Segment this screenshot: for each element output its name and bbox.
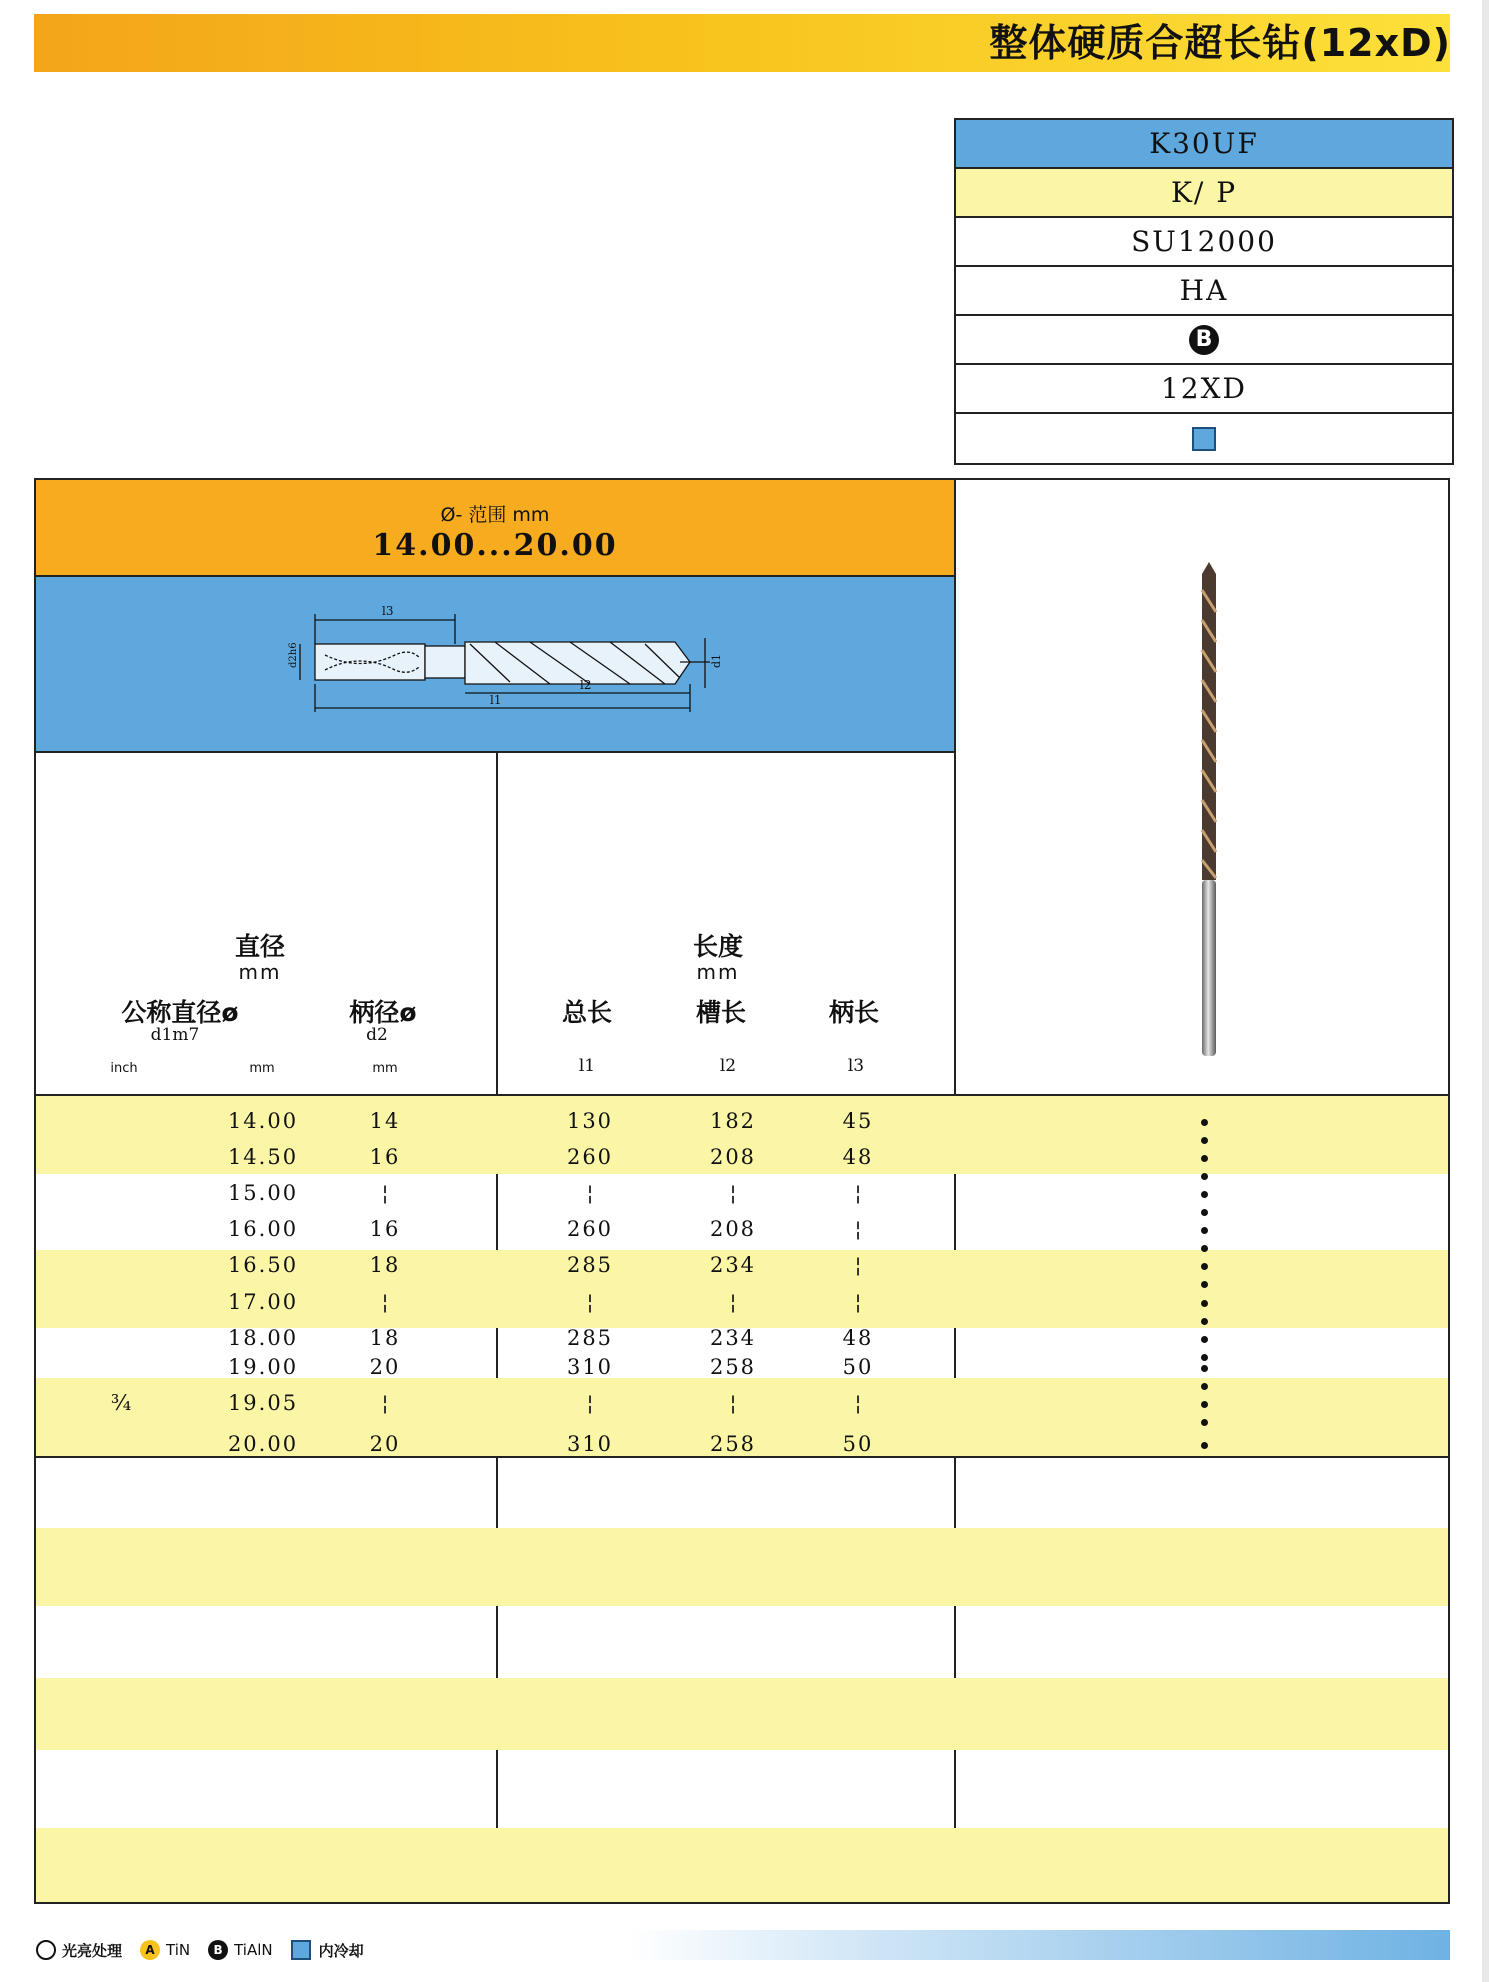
diagram-label-l3: l3 [382,604,394,618]
cell-flute-length: 258 [709,1432,757,1456]
page-title: 整体硬质合超长钻(12xD) [989,21,1451,65]
divider [36,1456,1448,1458]
legend-coolant: 内冷却 [318,1941,364,1960]
cell-nominal-diameter: 14.50 [227,1145,299,1169]
range-label: Ø- 范围 mm [440,504,550,526]
cell-flute-length: 234 [709,1326,757,1350]
unit-mm: mm [249,1061,275,1076]
cell-shank-diameter: 18 [369,1253,401,1277]
header-l3: l3 [847,1056,865,1076]
cell-total-length: 260 [566,1217,614,1241]
cell-total-length: 130 [566,1109,614,1133]
header-length: 长度 [692,932,743,961]
cell-total-length: ¦ [583,1181,597,1205]
header-shank-length: 柄长 [828,998,879,1027]
cell-flute-length: ¦ [726,1290,740,1314]
cell-shank-length: ¦ [851,1253,865,1277]
cell-flute-length: 182 [709,1109,757,1133]
cell-shank-length: 45 [842,1109,874,1133]
availability-dot [1201,1191,1208,1198]
spec-material: K/ P [956,169,1452,218]
cell-shank-length: ¦ [851,1181,865,1205]
diagram-label-l2: l2 [580,678,592,692]
drill-dimension-diagram [270,600,730,725]
cell-shank-diameter: 16 [369,1145,401,1169]
cell-nominal-diameter: 18.00 [227,1326,299,1350]
availability-dot [1201,1227,1208,1234]
unit-mm: mm [372,1061,398,1076]
cell-nominal-diameter: 17.00 [227,1290,299,1314]
cell-shank-diameter: 14 [369,1109,401,1133]
legend [36,1938,364,1962]
cell-nominal-diameter: 15.00 [227,1181,299,1205]
spec-coating [956,316,1452,365]
cell-total-length: 285 [566,1253,614,1277]
header-diameter-unit: mm [238,960,282,984]
availability-dot [1201,1365,1208,1372]
availability-dot [1201,1318,1208,1325]
cell-flute-length: 258 [709,1355,757,1379]
cell-inch: ¾ [110,1391,134,1415]
availability-dot [1201,1173,1208,1180]
row-stripe [36,1678,1448,1750]
cell-flute-length: ¦ [726,1181,740,1205]
cell-flute-length: ¦ [726,1391,740,1415]
availability-dot [1201,1209,1208,1216]
cell-total-length: 310 [566,1432,614,1456]
diagram-label-d1: d1 [710,653,723,668]
cell-shank-diameter: 16 [369,1217,401,1241]
legend-bright: 光亮处理 [62,1941,123,1960]
divider [36,575,956,577]
availability-dot [1201,1119,1208,1126]
availability-dot [1201,1263,1208,1270]
header-shank-diameter-symbol: d2 [366,1025,388,1045]
cell-shank-length: ¦ [851,1217,865,1241]
cell-nominal-diameter: 19.05 [227,1391,299,1415]
header-total-length: 总长 [561,998,612,1027]
availability-dot [1201,1245,1208,1252]
cell-nominal-diameter: 14.00 [227,1109,299,1133]
cell-total-length: 310 [566,1355,614,1379]
spec-length-ratio: 12XD [956,365,1452,414]
cell-flute-length: 234 [709,1253,757,1277]
cell-shank-length: 50 [842,1355,874,1379]
header-shank-diameter: 柄径ø [349,998,417,1027]
row-stripe [36,1828,1448,1902]
legend-tin: TiN [166,1941,191,1959]
cell-flute-length: 208 [709,1145,757,1169]
range-value: 14.00...20.00 [372,528,618,563]
availability-dot [1201,1419,1208,1426]
availability-dot [1201,1281,1208,1288]
cell-nominal-diameter: 16.00 [227,1217,299,1241]
cell-total-length: ¦ [583,1391,597,1415]
header-flute-length: 槽长 [695,998,746,1027]
coolant-icon [1192,427,1216,451]
spec-coolant [956,414,1452,463]
availability-dot [1201,1155,1208,1162]
row-stripe [36,1528,1448,1606]
legend-band [630,1930,1450,1960]
header-l2: l2 [719,1056,737,1076]
cell-shank-diameter: 18 [369,1326,401,1350]
legend-tialn: TiAlN [234,1941,273,1959]
tialn-badge-icon: B [1189,325,1219,355]
availability-dot [1201,1354,1208,1361]
coolant-icon [291,1940,311,1960]
cell-shank-length: 48 [842,1145,874,1169]
spec-shank: HA [956,267,1452,316]
cell-shank-diameter: ¦ [378,1290,392,1314]
cell-shank-diameter: ¦ [378,1391,392,1415]
availability-dot [1201,1300,1208,1307]
bright-finish-icon [36,1940,56,1960]
spec-grade: K30UF [956,120,1452,169]
header-l1: l1 [578,1056,596,1076]
cell-total-length: 260 [566,1145,614,1169]
cell-shank-length: 50 [842,1432,874,1456]
diagram-label-l1: l1 [490,693,502,707]
cell-shank-diameter: ¦ [378,1181,392,1205]
cell-nominal-diameter: 20.00 [227,1432,299,1456]
drill-photo-image [1192,560,1226,1060]
cell-shank-length: ¦ [851,1391,865,1415]
cell-shank-diameter: 20 [369,1355,401,1379]
header-nominal-diameter: 公称直径ø [121,998,239,1027]
header-nominal-symbol: d1m7 [150,1025,200,1045]
availability-dot [1201,1401,1208,1408]
cell-total-length: 285 [566,1326,614,1350]
cell-shank-diameter: 20 [369,1432,401,1456]
tialn-badge-icon: B [208,1940,228,1960]
cell-nominal-diameter: 19.00 [227,1355,299,1379]
header-diameter: 直径 [234,932,285,961]
unit-inch: inch [110,1061,138,1076]
cell-nominal-diameter: 16.50 [227,1253,299,1277]
availability-dot [1201,1336,1208,1343]
cell-shank-length: 48 [842,1326,874,1350]
cell-total-length: ¦ [583,1290,597,1314]
tin-badge-icon: A [140,1940,160,1960]
availability-dot [1201,1137,1208,1144]
diagram-label-d2: d2h6 [288,642,299,668]
availability-dot [1201,1383,1208,1390]
page-edge [1482,0,1489,1982]
spec-table [954,118,1454,465]
cell-shank-length: ¦ [851,1290,865,1314]
spec-series: SU12000 [956,218,1452,267]
availability-dot [1201,1442,1208,1449]
header-length-unit: mm [696,960,740,984]
cell-flute-length: 208 [709,1217,757,1241]
